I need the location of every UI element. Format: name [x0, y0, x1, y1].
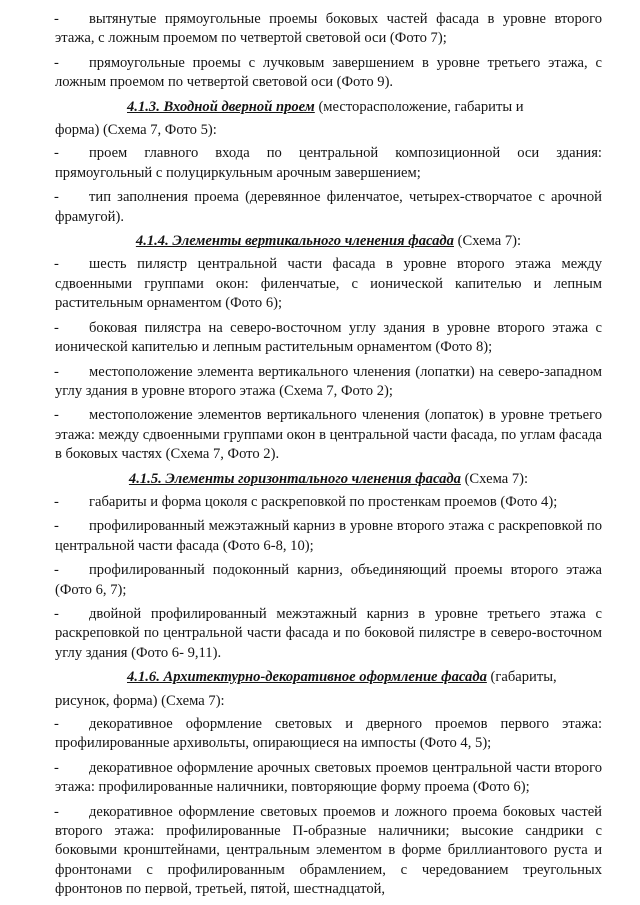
list-item	[55, 759, 602, 798]
section-title: 4.1.5. Элементы горизонтального членения фасада	[128, 470, 461, 487]
list-item	[55, 144, 602, 183]
section-heading-continuation: рисунок, форма) (Схема 7):	[55, 692, 225, 709]
list-item-text: декоративное оформление световых и дверного проемов первого этажа: профилированные архивольты, опирающиеся на импосты (Фото 4, 5);	[55, 716, 602, 752]
section-heading-4-1-5	[55, 470, 602, 489]
section-title: 4.1.4. Элементы вертикального членения фасада	[135, 233, 454, 250]
section-heading-4-1-4	[55, 232, 602, 251]
bullet-dash: -	[54, 145, 59, 162]
section-heading-4-1-3	[55, 98, 602, 117]
list-item-text: шесть пилястр центральной части фасада в уровне второго этажа между сдвоенными группами окон: филенчатые, с ионической капителью и лепным растительным орнаментом (Фото 6);	[55, 256, 602, 312]
section-heading-4-1-6	[55, 668, 602, 687]
bullet-dash: -	[54, 363, 59, 380]
section-subtitle: (месторасположение, габариты и	[314, 98, 524, 115]
list-item	[55, 10, 602, 49]
bullet-dash: -	[54, 562, 59, 579]
section-title: 4.1.6. Архитектурно-декоративное оформление фасада	[127, 669, 487, 686]
bullet-dash: -	[54, 759, 59, 776]
list-item-text: декоративное оформление световых проемов и ложного проема боковых частей второго этажа: профилированные П-образные наличники; высокие сандрики с боковыми кронштейнами, центральным элементом в форме бриллиантового руста и фронтонами с профилированным обрамлением, с чередованием треугольных фронтонов по первой, третьей, пятой, шестнадцатой,	[55, 803, 602, 898]
bullet-dash: -	[54, 716, 59, 732]
section-subtitle: (Схема 7):	[460, 470, 529, 487]
list-item-text: вытянутые прямоугольные проемы боковых частей фасада в уровне второго этажа, с ложным проемом по четвертой световой оси (Фото 7);	[55, 11, 602, 47]
bullet-dash: -	[54, 189, 59, 206]
list-item-text: проем главного входа по центральной композиционной оси здания: прямоугольный с полуциркульным арочным завершением;	[55, 145, 602, 181]
bullet-dash: -	[54, 11, 59, 27]
document-page	[55, 10, 602, 905]
list-item-text: двойной профилированный межэтажный карниз в уровне третьего этажа с раскреповкой по центральной части фасада и по боковой пилястре в северо-восточном углу здания (Фото 6- 9,11).	[55, 605, 602, 661]
list-item	[55, 54, 602, 93]
section-title: 4.1.3. Входной дверной проем	[127, 98, 315, 115]
list-item	[55, 406, 602, 464]
list-item-text: профилированный подоконный карниз, объединяющий проемы второго этажа (Фото 6, 7);	[55, 562, 602, 598]
bullet-dash: -	[54, 54, 59, 71]
bullet-dash: -	[54, 493, 59, 510]
list-item-text: боковая пилястра на северо-восточном углу здания в уровне второго этажа с ионической капителью и лепным растительным орнаментом (Фото 8);	[55, 319, 602, 356]
list-item	[55, 493, 602, 512]
bullet-dash: -	[54, 803, 59, 820]
list-item-text: декоративное оформление арочных световых проемов центральной части второго этажа: профилированные наличники, повторяющие форму проема (Фото 6);	[55, 759, 602, 796]
list-item-text: местоположение элементов вертикального членения (лопаток) в уровне третьего этажа: между сдвоенными группами окон в центральной части фасада, по углам фасада в боковых частях (Схема 7, Фото 2).	[55, 407, 602, 463]
list-item-text: габариты и форма цоколя с раскреповкой по простенкам проемов (Фото 4);	[89, 493, 558, 510]
list-item	[55, 255, 602, 313]
list-item-text: местоположение элемента вертикального членения (лопатки) на северо-западном углу здания в уровне второго этажа (Схема 7, Фото 2);	[55, 363, 602, 399]
list-item	[55, 605, 602, 663]
list-item	[55, 803, 602, 900]
bullet-dash: -	[54, 319, 59, 336]
bullet-dash: -	[54, 605, 59, 622]
list-item	[55, 517, 602, 556]
list-item-text: профилированный межэтажный карниз в уровне второго этажа с раскреповкой по центральной части фасада (Фото 6-8, 10);	[55, 518, 602, 554]
list-item	[55, 319, 602, 358]
section-subtitle: (Схема 7):	[453, 233, 522, 250]
section-subtitle: (габариты,	[486, 669, 557, 686]
section-heading-continuation: форма) (Схема 7, Фото 5):	[55, 122, 217, 139]
list-item-text: прямоугольные проемы с лучковым завершением в уровне третьего этажа, с ложным проемом по четвертой световой оси (Фото 9).	[55, 54, 602, 91]
bullet-dash: -	[54, 518, 59, 535]
list-item	[55, 188, 602, 227]
list-item-text: тип заполнения проема (деревянное филенчатое, четырех-створчатое с арочной фрамугой).	[55, 189, 602, 225]
bullet-dash: -	[54, 256, 59, 273]
list-item	[55, 363, 602, 402]
list-item	[55, 715, 602, 754]
bullet-dash: -	[54, 407, 59, 424]
list-item	[55, 561, 602, 600]
